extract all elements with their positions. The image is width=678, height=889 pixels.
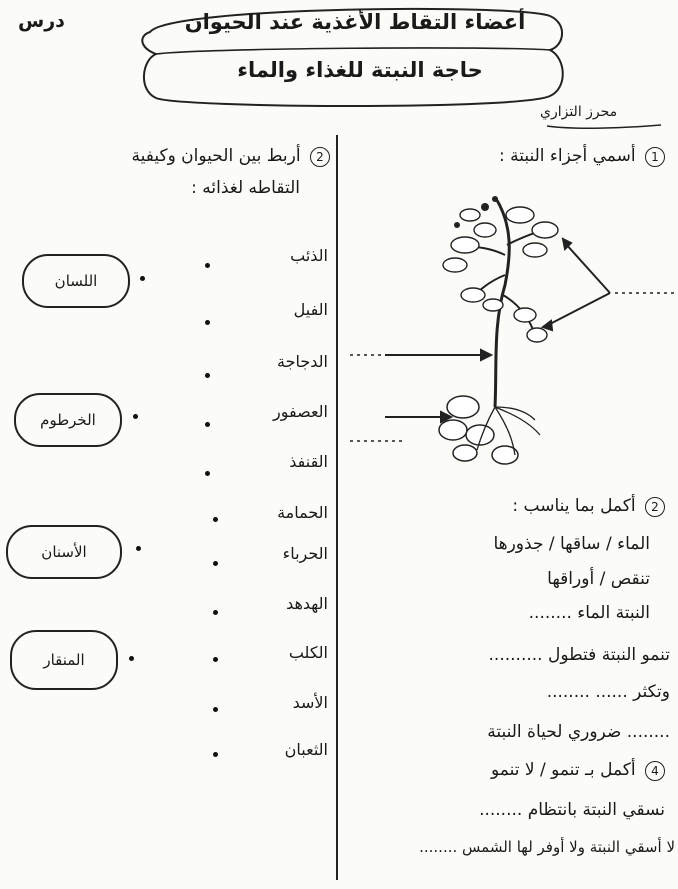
animal-item: العصفور	[273, 402, 328, 421]
animal-item: الفيل	[293, 300, 328, 319]
animal-item: الهدهد	[286, 594, 328, 613]
exercise-2-option-1: الماء / ساقها / جذورها	[493, 534, 650, 554]
organ-label: الأسنان	[6, 525, 122, 579]
animal-item: الثعبان	[284, 740, 328, 759]
answer-dotted-lines	[350, 293, 675, 441]
left-exercise-number: 2	[310, 147, 330, 167]
match-dot[interactable]	[213, 752, 218, 757]
left-exercise-label-1: أربط بين الحيوان وكيفية	[131, 146, 301, 166]
animal-item: الكلب	[288, 643, 328, 662]
exercise-1-label: أسمي أجزاء النبتة :	[498, 146, 636, 166]
match-dot[interactable]	[213, 561, 218, 566]
exercise-1-heading	[420, 146, 665, 167]
exercise-2-line-1: النبتة الماء ........	[528, 603, 650, 623]
author-underline	[545, 122, 665, 134]
plant-leaves	[443, 207, 558, 342]
author-name: محرز التزاري	[540, 104, 618, 120]
animal-item: الحمامة	[277, 503, 328, 522]
match-dot[interactable]	[136, 546, 141, 551]
lesson-mark: درس	[18, 10, 65, 32]
plant-illustration	[345, 185, 675, 485]
exercise-1-number: 1	[645, 147, 665, 167]
plant-tubers	[439, 396, 518, 464]
animal-item: الذئب	[290, 246, 328, 265]
match-dot[interactable]	[140, 276, 145, 281]
match-dot[interactable]	[205, 263, 210, 268]
match-dot[interactable]	[213, 657, 218, 662]
exercise-2-line-4: ........ ضروري لحياة النبتة	[487, 722, 670, 742]
match-dot[interactable]	[133, 414, 138, 419]
match-dot[interactable]	[205, 373, 210, 378]
exercise-2-line-2: تنمو النبتة فتطول ..........	[488, 645, 670, 665]
page-subtitle: حاجة النبتة للغذاء والماء	[237, 58, 483, 82]
exercise-3-line-2: لا أسقي النبتة ولا أوفر لها الشمس ........	[419, 838, 675, 856]
exercise-2-label: أكمل بما يناسب :	[512, 496, 636, 516]
match-dot[interactable]	[213, 707, 218, 712]
animal-item: الحرباء	[282, 544, 328, 563]
left-exercise-heading	[40, 146, 330, 167]
exercise-2-line-3: وتكثر ...... ........	[546, 682, 670, 702]
page-title: أعضاء التقاط الأغذية عند الحيوان	[184, 10, 526, 34]
exercise-2-option-2: تنقص / أوراقها	[547, 569, 650, 589]
match-dot[interactable]	[213, 517, 218, 522]
match-dot[interactable]	[205, 471, 210, 476]
match-dot[interactable]	[129, 656, 134, 661]
exercise-2-heading	[420, 496, 665, 517]
animal-item: الأسد	[292, 693, 328, 712]
exercise-2-number: 2	[645, 497, 665, 517]
animal-item: الدجاجة	[277, 352, 328, 371]
match-dot[interactable]	[205, 320, 210, 325]
left-exercise-label-2: التقاطه لغذائه :	[191, 178, 300, 198]
organ-label: اللسان	[22, 254, 130, 308]
exercise-3-number: 4	[645, 761, 665, 781]
organ-label: الخرطوم	[14, 393, 122, 447]
match-dot[interactable]	[213, 610, 218, 615]
exercise-3-line-1: نسقي النبتة بانتظام ........	[479, 800, 665, 820]
animal-item: القنفذ	[289, 452, 328, 471]
exercise-3-label: أكمل بـ تنمو / لا تنمو	[490, 760, 636, 780]
exercise-3-heading	[380, 760, 665, 781]
column-divider	[336, 135, 338, 880]
match-dot[interactable]	[205, 422, 210, 427]
organ-label: المنقار	[10, 630, 118, 690]
